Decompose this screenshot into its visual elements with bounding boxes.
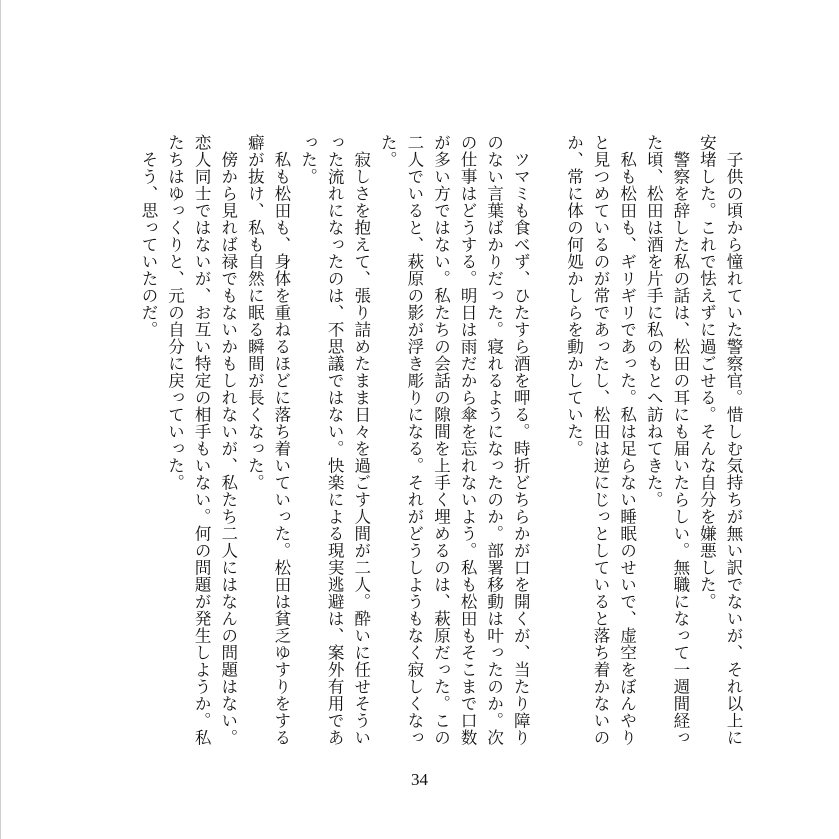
paragraph-6: 私も松田も、身体を重ねるほどに落ち着いていった。松田は貧乏ゆすりをする癖が抜け、私も自然に眠る瞬間が長くなった。 xyxy=(245,134,291,746)
paragraph-4: ツマミも食べず、ひたすら酒を呷る。時折どちらかが口を開くが、当たり障りのない言葉ばかりだった。寝れるようになったのか。部署移動は叶ったのか。次の仕事はどうする。明日は雨だから傘を忘れないよう。私も松田もそこまで口数が多い方ではない。私たちの会話の隙間を上手く埋めるのは、萩原だった。この二人でいると、萩原の影が浮き彫りになる。それがどうしようもなく寂しくなった。 xyxy=(378,134,531,746)
paragraph-3: 私も松田も、ギリギリであった。私は足らない睡眠のせいで、虚空をぼんやりと見つめているのが常であったし、松田は逆にじっとしていると落ち着かないのか、常に体の何処かしらを動かしていた。 xyxy=(564,134,637,746)
paragraph-8: そう、思っていたのだ。 xyxy=(138,150,158,338)
page-edge xyxy=(0,0,1,839)
page-number: 34 xyxy=(411,770,428,789)
paragraph-7: 傍から見れば禄でもないかもしれないが、私たち二人にはなんの問題はない。恋人同士ではないが、お互い特定の相手もいない。何の問題が発生しようか。私たちはゆっくりと、元の自分に戻っていった。 xyxy=(165,134,238,746)
paragraph-5: 寂しさを抱えて、張り詰めたまま日々を過ごす人間が二人。酔いに任せそういった流れになったのは、不思議ではない。快楽による現実逃避は、案外有用であった。 xyxy=(298,134,371,746)
vertical-text-body xyxy=(108,134,746,754)
paragraph-2: 警察を辞した私の話は、松田の耳にも届いたらしい。無職になって一週間経った頃、松田は酒を片手に私のもとへ訪ねてきた。 xyxy=(644,134,690,746)
paragraph-1: 子供の頃から憧れていた警察官。惜しむ気持ちが無い訳でないが、それ以上に安堵した。これで怯えずに過ごせる。そんな自分を嫌悪した。 xyxy=(697,134,743,746)
